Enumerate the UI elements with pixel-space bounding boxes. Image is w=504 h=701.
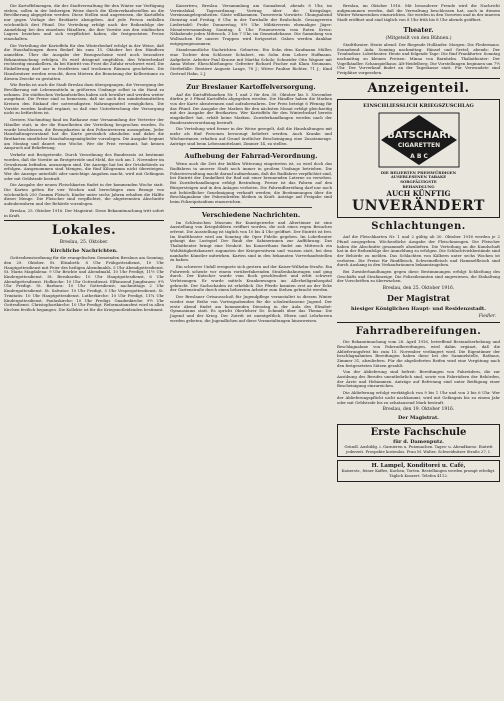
subheading-kirchliche: Kirchliche Nachrichten. <box>50 248 118 255</box>
ad2-subtitle: für d. Damenputz. <box>393 439 444 446</box>
ad-also: AUCH KÜNFTIG <box>386 189 451 199</box>
ad3-text: Kaiserstr., feiner Kaffee, Kuchen, Torten. Bestellungen werden prompt erledigt. Täglich Konzert. Telefon 4112. <box>341 468 496 479</box>
article-paragraph: Gestern Nachmittag fand im Rathause eine Versammlung der Vertreter der Händler statt, in der die Einzelheiten der Verteilung besprochen wurden. Es wurde beschlossen, die Bezugskarten in den Polizeirevieren auszugeben. Jeder Haushaltungsvorstand hat die Karte persönlich abzuholen und dabei die Brotkarten sämtlicher Haushaltungsmitglieder vorzulegen. Die Ausgabe beginnt am Montag und dauert eine Woche. Wer die Frist versäumt, hat keinen Anspruch auf Belieferung. <box>4 117 164 151</box>
article-paragraph: Die Ausgabe der neuen Fleischkarten findet in der kommenden Woche statt. Die Karten gelten für vier Wochen und berechtigen zum Bezuge von wöchentlich 250 Gramm Fleisch. Kinder unter sechs Jahren erhalten die Hälfte dieser Menge. Die Fleischer sind verpflichtet, die abgetrennten Abschnitte aufzubewahren und der Behörde vorzulegen. <box>4 182 164 207</box>
divider <box>190 79 312 80</box>
divider <box>190 148 312 149</box>
section-heading-kartoffel: Zur Breslauer Kartoffelversorgung. <box>186 82 316 91</box>
article-paragraph: Die Ablieferung erfolgt werktäglich von 9 bis 1 Uhr und von 3 bis 6 Uhr. Wer der Ablieferungspflicht nicht nachkommt, wird mit Gefängnis bis zu einem Jahr oder mit Geldstrafe bis zu zehntausend Mark bestraft. <box>337 390 500 405</box>
column-2 <box>170 4 332 325</box>
ad-brand-2: CIGARETTEN <box>397 141 440 149</box>
batschari-logo <box>371 111 467 169</box>
signature-sub: hiesiger Königlichen Haupt- und Residenzstadt. <box>351 306 486 313</box>
article-paragraph: Von der Ablieferung sind befreit: Bereifungen von Fahrrädern, die zur Ausübung des Berufes unentbehrlich sind, sowie von Fahrrädern der Behörden, der Ärzte und Hebammen. Anträge auf Befreiung sind unter Beifügung einer Bescheinigung einzureichen. <box>337 369 500 389</box>
section-heading-lokales: Lokales. <box>51 223 117 239</box>
article-paragraph: Wenn auch die Zeit der kühlen Witterung eingetreten ist, so wird doch das Radfahren in unserer Stadt noch immer in großem Umfange betrieben. Die Polizeiverwaltung macht darauf aufmerksam, daß die Radfahrer verpflichtet sind, bei Eintritt der Dunkelheit ihr Rad mit einer brennenden Laterne zu versehen. Bei Zuwiderhandlungen erfolgt Bestrafung. Ferner ist das Fahren auf den Bürgersteigen und in den Anlagen verboten. Die Fahrradbereifung darf nur noch mit behördlicher Genehmigung verkauft werden; die Bestimmungen über die Beschlagnahme der Fahrradreifen bleiben in Kraft. Anträge auf Freigabe sind beim Polizeipräsidium einzureichen. <box>170 161 332 204</box>
ad-small-text: DIE BELIEBTEN PREISWÜRDIGEN AUSERLESENEN TABAKE SORGFÄLTIGSTE BEHANDLUNG <box>380 169 457 189</box>
divider <box>4 220 164 221</box>
dateline: Breslau, den 19. Oktober 1916. <box>382 407 455 413</box>
ad-letters: A B C <box>409 152 428 160</box>
dateline: Breslau, 25. Oktober. <box>59 240 109 246</box>
section-heading-schlachtungen: Schlachtungen. <box>371 221 466 233</box>
article-paragraph: Die Bekanntmachung vom 28. April 1916, betreffend Bestandserhebung und Beschlagnahme von Fahrradbereifungen, wird dahin ergänzt, daß die Ablieferungsfrist bis zum 15. November verlängert wird. Die Eigentümer der beschlagnahmten Bereifungen haben diese bei der Sammelstelle, Rathaus, Zimmer 31, abzuliefern. Für die abgelieferten Reifen wird eine Vergütung nach den festgesetzten Sätzen gezahlt. <box>337 339 500 368</box>
lampel-advertisement <box>337 460 500 481</box>
fachschule-advertisement <box>337 424 500 457</box>
article-paragraph: Kaisertreu, Breslau. Versammlung am Sonnabend, abends 8 Uhr, im Vereinslokal. Tagesordnung: Vortrag über die Kriegslage, Vereinsangelegenheiten. Gäste willkommen. Turnverein Vorwärts: Übungsabend Dienstag und Freitag, 8 Uhr, in der Turnhalle der Realschule. Gesangverein Liedertafel: Probe Donnerstag, 8½ Uhr. Militärverein ehemaliger Jäger: Monatsversammlung Sonntag, 4 Uhr. Frauenverein vom Roten Kreuz: Nähabende jeden Mittwoch, 3 bis 7 Uhr, im Gemeindehause. Die Sammlung von Wollsachen für unsere Truppen wird fortgesetzt. Gaben werden dankbar entgegengenommen. <box>170 3 332 46</box>
signature-name: Fiedler. <box>478 314 496 320</box>
signature-magistrat: Der Magistrat <box>387 293 450 304</box>
article-paragraph: Auf die Fleischkarten Nr. 1 und 2 gültig ab 30. Oktober 1916 werden je 2 Pfund ausgegeben. Wöchentliche Ausgabe der Fleischmengen. Die Fleischer haben die Abschnitte gesammelt abzuliefern. Die Verteilung an die Kundschaft hat in der Reihenfolge der Anmeldung zu erfolgen. Die Schlachtviehbestände sind der Behörde zu melden. Das Schlachten von Kälbern unter sechs Wochen ist verboten. Die Preise für Rindfleisch, Schweinefleisch und Hammelfleisch sind durch Aushang in den Verkaufsräumen bekanntzugeben. <box>337 234 500 268</box>
article-paragraph: Standesamtliche Nachrichten. Geburten: Ein Sohn dem Kaufmann Müller, eine Tochter dem Schlosser Schubert, ein Sohn dem Lehrer Hoffmann. Aufgebote: Arbeiter Paul Krause mit Martha Scholz; Schneider Otto Wagner mit Anna Weber. Eheschließungen: Gefreiter Richard Fischer mit Klara Neumann. Sterbefälle: Rentiere Auguste Lange, 78 J.; Witwe Pauline Richter, 71 J.; Kind Gertrud Hahn, 2 J. <box>170 47 332 76</box>
article-paragraph: Bei Zuwiderhandlungen gegen diese Bestimmungen erfolgt Schließung des Geschäfts und Strafanzeige. Die Polizeibeamten sind angewiesen, die Einhaltung der Vorschriften zu überwachen. <box>337 269 500 284</box>
article-paragraph: Auf die Kartoffelmarken Nr. 1 und 2 für den 30. Oktober bis 5. November dürfen je 3 Pfund Kartoffeln abgegeben werden. Die Händler haben die Marken von der Karte abzutrennen und aufzubewahren. Der Preis beträgt 6 Pfennig für das Pfund. Die Ausgabe der Marken für den nächsten Monat erfolgt gleichzeitig mit der Ausgabe der Brotkarten. Wer Kartoffeln für den Winterbedarf bereits eingekellert hat, erhält keine Marken. Zuwiderhandlungen werden nach der Bundesratsverordnung bestraft. <box>170 91 332 125</box>
article-paragraph: Stadttheater. Heute abend: Der fliegende Holländer. Morgen: Die Fledermaus. Sonnabend: Aida. Sonntag nachmittag: Hänsel und Gretel; abends: Der Troubadour. Lobetheater. Heute und folgende Tage: Die fünf Frankfurter. Sonntag nachmittag zu kleinen Preisen: Minna von Barnhelm. Thaliatheater: Der Vogelhändler. Schauspielhaus: Alt-Heidelberg. Die Vorstellungen beginnen um 7½ Uhr. Der Vorverkauf findet an der Tageskasse statt. Für Verwundete sind Freiplätze vorgesehen. <box>337 41 500 76</box>
batschari-logo-icon <box>371 111 467 169</box>
column-3 <box>337 4 500 485</box>
article-paragraph: Die Verteilung wird ferner in der Weise geregelt, daß die Haushaltungen mit mehr als fünf Personen bevorzugt beliefert werden. Auch Kranke und Wöchnerinnen erhalten auf Grund ärztlicher Bescheinigung eine Zusatzmenge. Anträge sind beim Lebensmittelamt, Zimmer 14, zu stellen. <box>170 126 332 146</box>
article-paragraph: Im Schlesischen Museum für Kunstgewerbe und Altertümer ist eine Ausstellung von Kriegsbildern eröffnet worden, die sich eines regen Besuches erfreut. Die Ausstellung ist täglich von 10 bis 4 Uhr geöffnet. Der Eintritt ist frei. Im Stadttheater wird am Sonntag die Oper Fidelio gegeben. Im Lobetheater gelangt das Lustspiel Der Raub der Sabinerinnen zur Aufführung. Das Thaliatheater bringt eine Neuheit. Im Konzerthaus findet am Mittwoch ein Wohltätigkeitskonzert zugunsten der Kriegerwitwen und -waisen statt, bei dem namhafte Künstler mitwirken. Karten sind in den bekannten Vorverkaufsstellen zu haben. <box>170 219 332 263</box>
article-paragraph: Breslau, 25. Oktober 1916. Der Magistrat. Diese Bekanntmachung tritt sofort in Kraft. <box>4 207 164 218</box>
article-paragraph: Die Verteilung der Kartoffeln für den Winterbedarf erfolgt in der Weise, daß die Haushaltungen ihren Bedarf bis zum 15. Oktober bei den Händlern anmelden. Über die Ausgabe der Bezugsscheine wird noch besondere Bekanntmachung erfolgen. Es wird dringend empfohlen, den Winterbedarf rechtzeitig einzukellern, da bei Eintritt von Frost die Zufuhr erschwert wird. Die Einkellerung darf nur in frostfreien und trockenen Räumen geschehen. Die Hausbesitzer werden ersucht, ihren Mietern die Benutzung der Kellerräume zu diesem Zwecke zu gestatten. <box>4 42 164 81</box>
ad-brand-1: BATSCHARI <box>386 129 451 141</box>
ad-main-word: UNVERÄNDERT <box>351 198 486 215</box>
batschari-advertisement <box>337 99 500 218</box>
section-heading-verschiedene: Verschiedene Nachrichten. <box>201 210 301 219</box>
dateline: Breslau, den 25. Oktober 1916. <box>382 286 455 292</box>
section-heading-fahrrad: Aufhebung der Fahrrad-Verordnung. <box>184 152 318 161</box>
divider <box>190 207 312 208</box>
article-paragraph: Ein schwerer Unfall ereignete sich gestern auf der Kaiser-Wilhelm-Straße. Ein Fuhrwerk scheute vor einem vorüberfahrenden Straßenbahnwagen und ging durch. Der Kutscher wurde vom Bock geschleudert und erlitt schwere Verletzungen. Er wurde mittels Krankenwagen ins Allerheiligenhospital gebracht. Der Sachschaden ist erheblich. Die Pferde konnten erst an der Ecke der Gartenstraße durch einen beherzten Arbeiter zum Stehen gebracht werden. <box>170 263 332 293</box>
ad2-text: Gründl. Ausbildg. i. Garnieren u. Putzmachen. Tages- u. Abendkurse. Eintritt jederzeit. Prospekte kostenlos. Frau M. Walter, Schweidnitzer Straße 27, I. <box>344 444 493 454</box>
signature-magistrat-2: Der Magistrat. <box>397 415 440 422</box>
ad-top-line: EINSCHLIESSLICH KRIEGSZUSCHLAG <box>363 102 474 109</box>
ad3-title: H. Lampel, Konditorei u. Café, <box>371 463 466 470</box>
divider <box>337 78 500 79</box>
section-heading-theater: Theater. <box>403 25 434 34</box>
divider <box>337 322 500 323</box>
column-1 <box>4 4 164 315</box>
article-paragraph: Verkehr mit Brotgetreide. Durch Verordnung des Bundesrats ist bestimmt worden, daß die Vorräte an Brotgetreide und Mehl, die sich am 1. November im Gewahrsam befinden, anzuzeigen sind. Die Anzeige hat bei der Ortsbehörde zu erfolgen. Ausgenommen sind Mengen, die fünf Kilogramm nicht übersteigen. Wer die Anzeige unterläßt oder unrichtige Angaben macht, wird mit Gefängnis oder mit Geldstrafe bestraft. <box>4 152 164 181</box>
article-paragraph: Die Kartoffelmengen, die der Stadtverwaltung für den Winter zur Verfügung stehen, sollen in der bisherigen Weise durch die Kleinverkaufsstellen an die Bevölkerung abgegeben werden. Diese Stellen sind angewiesen, die Kartoffeln nur gegen Vorlage der Brotkarte abzugeben. Auf jede Person entfallen wöchentlich drei Pfund. Die Verteilung erfolgt nach der Reihenfolge der Anmeldung bei den einzelnen Händlern, die ihre Vorräte aus den städtischen Lagern beziehen und sich verpflichtet haben, die festgesetzten Preise einzuhalten. <box>4 3 164 41</box>
section-heading-anzeigen: Anzeigenteil. <box>367 80 470 96</box>
article-paragraph: Gottesdienstordnung für die evangelischen Gemeinden Breslaus am Sonntag, den 29. Oktober. St. Elisabeth: 8 Uhr Frühgottesdienst, 10 Uhr Hauptgottesdienst mit Feier des heiligen Abendmahls, 5 Uhr Abendgottesdienst. St. Maria Magdalena: 9 Uhr Beichte und Abendmahl, 10 Uhr Predigt, 11½ Uhr Kindergottesdienst. St. Bernhardin: 10 Uhr Hauptgottesdienst, 6 Uhr Abendgottesdienst. Hofkirche: 10 Uhr Gottesdienst. Elftausend Jungfrauen: 9½ Uhr Predigt. St. Barbara: 10 Uhr Gottesdienst, nachmittags 2 Uhr Kindergottesdienst. St. Salvator: 10 Uhr Predigt, 5 Uhr Vespergottesdienst. St. Trinitatis: 10 Uhr Hauptgottesdienst. Lutherkirche: 10 Uhr Predigt, 11¾ Uhr Kindergottesdienst. Pauluskirche: 10 Uhr Predigt. Gnadenkirche: 9½ Uhr Gottesdienst. Christophorikirche: 10 Uhr Predigt. Reformationsfest wird in allen Kirchen festlich begangen. Die Kollekte ist für die Kriegsnotleidenden bestimmt. <box>4 255 164 312</box>
article-paragraph: Breslau, im Oktober 1916. Mit besonderer Freude wird die Nachricht aufgenommen werden, daß die Verwaltung beschlossen hat, auch in diesem Winter Wärmestuben einzurichten. Sie werden in den Vororten und in der inneren Stadt eröffnet und sind täglich von 8 Uhr früh bis 8 Uhr abends geöffnet. <box>337 3 500 23</box>
theater-subtitle: (Mitgeteilt von den Bühnen.) <box>385 35 452 41</box>
ad2-title: Erste Fachschule <box>370 427 467 439</box>
section-heading-fahrrad: Fahrradbereifungen. <box>355 326 482 338</box>
article-paragraph: Der Breslauer Ortsausschuß für Jugendpflege veranstaltet in diesem Winter wieder eine Reihe von Vortragsabenden für die schulentlassene Jugend. Der erste Abend findet am kommenden Dienstag in der Aula des Elisabet-Gymnasiums statt. Es spricht Oberlehrer Dr. Schmidt über das Thema: Die Jugend und der Krieg. Der Zutritt ist unentgeltlich. Eltern und Lehrherren werden gebeten, die Jugendlichen auf diese Veranstaltungen hinzuweisen. <box>170 294 332 323</box>
article-paragraph: Wie Berlin ist auch die Stadt Breslau dazu übergegangen, die Versorgung der Bevölkerung mit Lebensmitteln in größerem Umfange selbst in die Hand zu nehmen. Die städtischen Verkaufsstellen haben sich bewährt und werden weiter ausgebaut. Die Preise sind so bemessen, daß sie auch den minderbemittelten Kreisen den Einkauf der notwendigsten Nahrungsmittel ermöglichen. Die Vorräte werden laufend ergänzt, so daß eine Unterbrechung der Versorgung nicht zu befürchten ist. <box>4 82 164 116</box>
